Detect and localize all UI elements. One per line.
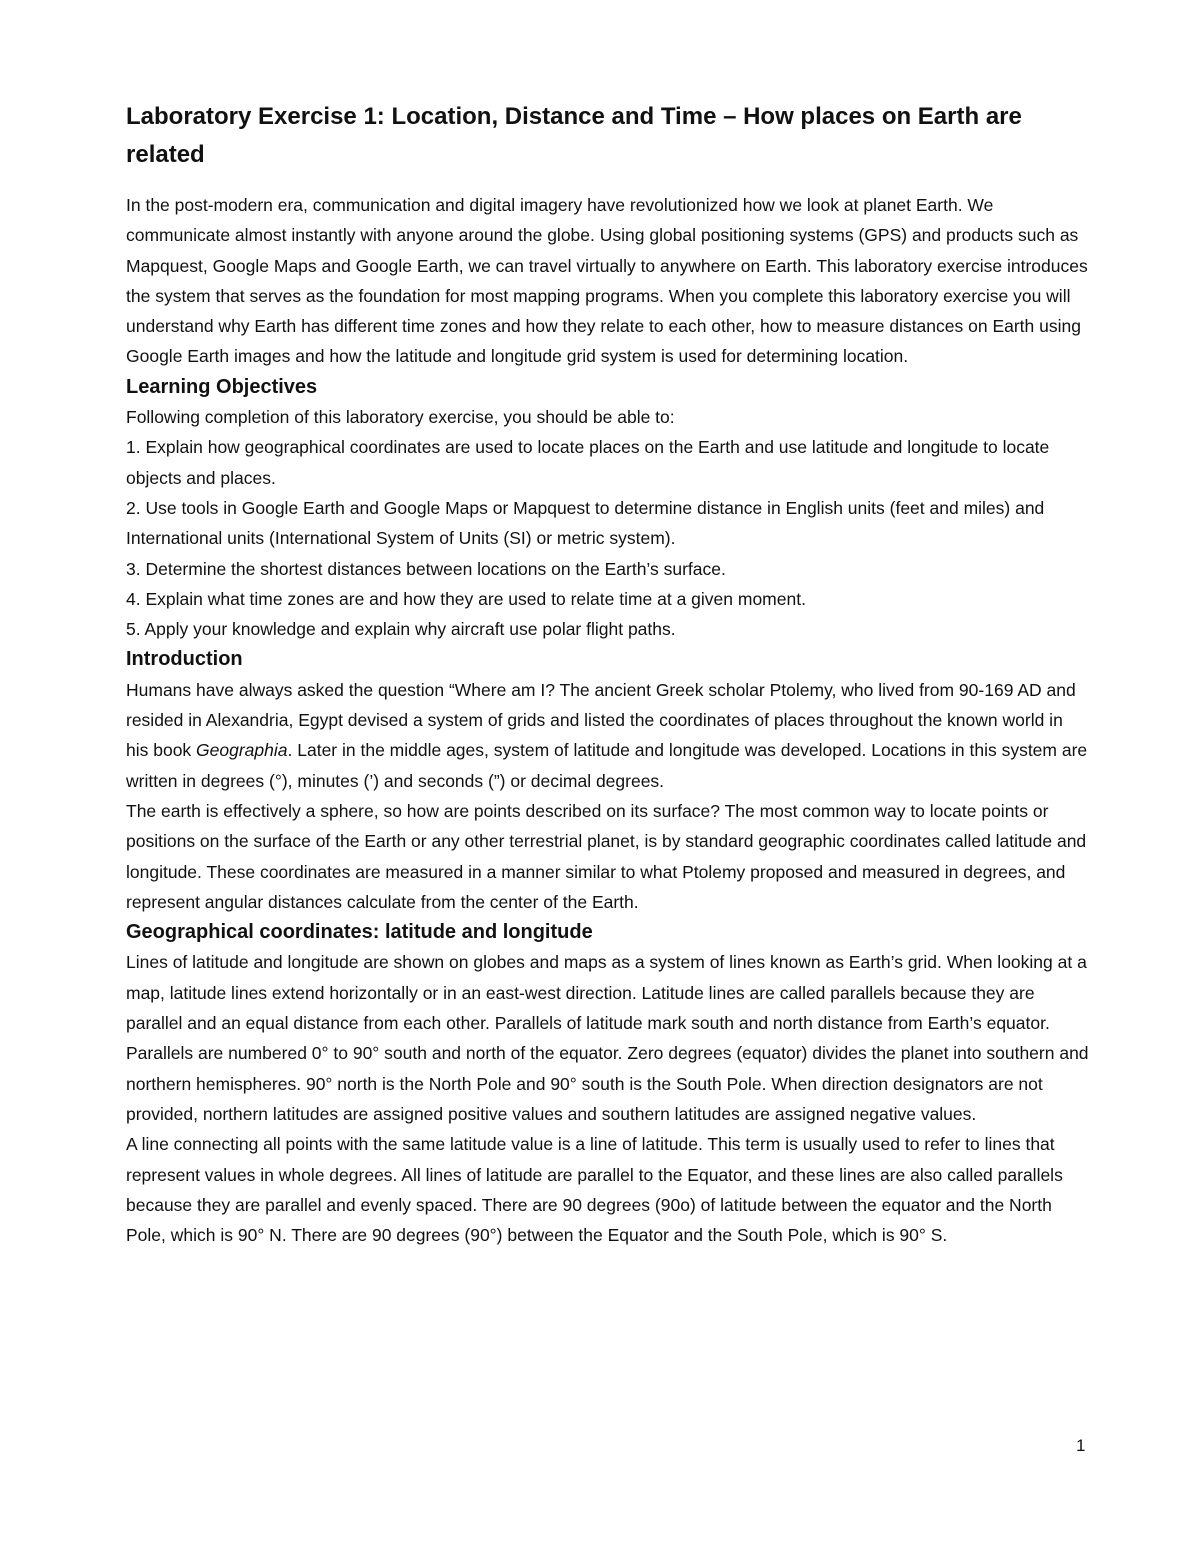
introduction-paragraph-1	[126, 675, 1090, 796]
objective-item: 2. Use tools in Google Earth and Google Maps or Mapquest to determine distance in English units (feet and miles) and International units (International System of Units (SI) or metric system).	[126, 497, 1045, 549]
intro-paragraph: In the post-modern era, communication and digital imagery have revolutionized how we look at planet Earth. We communicate almost instantly with anyone around the globe. Using global positioning systems (GPS) and products such as Mapquest, Google Maps and Google Earth, we can travel virtually to anywhere on Earth. This laboratory exercise introduces the system that serves as the foundation for most mapping programs. When you complete this laboratory exercise you will understand why Earth has different time zones and how they relate to each other, how to measure distances on Earth using Google Earth images and how the latitude and longitude grid system is used for determining location.	[126, 195, 1088, 367]
geo-coordinates-paragraph-2: A line connecting all points with the same latitude value is a line of latitude. This term is usually used to refer to lines that represent values in whole degrees. All lines of latitude are parallel to the Equator, and these lines are also called parallels because they are parallel and evenly spaced. There are 90 degrees (90o) of latitude between the equator and the North Pole, which is 90° N. There are 90 degrees (90°) between the Equator and the South Pole, which is 90° S.	[126, 1134, 1063, 1246]
introduction-paragraph-2: The earth is effectively a sphere, so how are points described on its surface? The most common way to locate points or positions on the surface of the Earth or any other terrestrial planet, is by standard geographic coordinates called latitude and longitude. These coordinates are measured in a manner similar to what Ptolemy proposed and measured in degrees, and represent angular distances calculate from the center of the Earth.	[126, 800, 1087, 912]
geo-coordinates-paragraph-1: Lines of latitude and longitude are shown on globes and maps as a system of lines known as Earth’s grid. When looking at a map, latitude lines extend horizontally or in an east-west direction. Latitude lines are called parallels because they are parallel and an equal distance from each other. Parallels of latitude mark south and north distance from Earth’s equator. Parallels are numbered 0° to 90° south and north of the equator. Zero degrees (equator) divides the planet into southern and northern hemispheres. 90° north is the North Pole and 90° south is the South Pole. When direction designators are not provided, northern latitudes are assigned positive values and southern latitudes are assigned negative values.	[126, 952, 1089, 1124]
introduction-text-end: . Later in the middle ages, system of latitude and longitude was developed. Locations in this system are written in degrees (°), minutes (’) and seconds (”) or decimal degrees.	[126, 740, 1088, 791]
page-content	[126, 98, 1090, 1250]
book-title: Geographia	[196, 740, 288, 761]
objective-item: 3. Determine the shortest distances between locations on the Earth’s surface.	[126, 558, 726, 579]
document-title: Laboratory Exercise 1: Location, Distance and Time – How places on Earth are related	[126, 103, 1022, 168]
objectives-heading: Learning Objectives	[126, 375, 318, 398]
introduction-text-start: Humans have always asked the question “Where am I? The ancient Greek scholar Ptolemy, who lived from 90-169 AD and resided in Alexandria, Egypt devised a system of grids and listed the coordinates of places throughout the known world in his book	[126, 679, 1076, 761]
introduction-heading: Introduction	[126, 648, 243, 671]
page-number: 1	[1076, 1436, 1086, 1455]
geo-coordinates-heading: Geographical coordinates: latitude and longitude	[126, 921, 593, 944]
objective-item: 5. Apply your knowledge and explain why aircraft use polar flight paths.	[126, 619, 676, 640]
objective-item: 1. Explain how geographical coordinates are used to locate places on the Earth and use latitude and longitude to locate objects and places.	[126, 437, 1050, 488]
objective-item: 4. Explain what time zones are and how they are used to relate time at a given moment.	[126, 588, 806, 609]
objectives-lead: Following completion of this laboratory exercise, you should be able to:	[126, 407, 675, 428]
